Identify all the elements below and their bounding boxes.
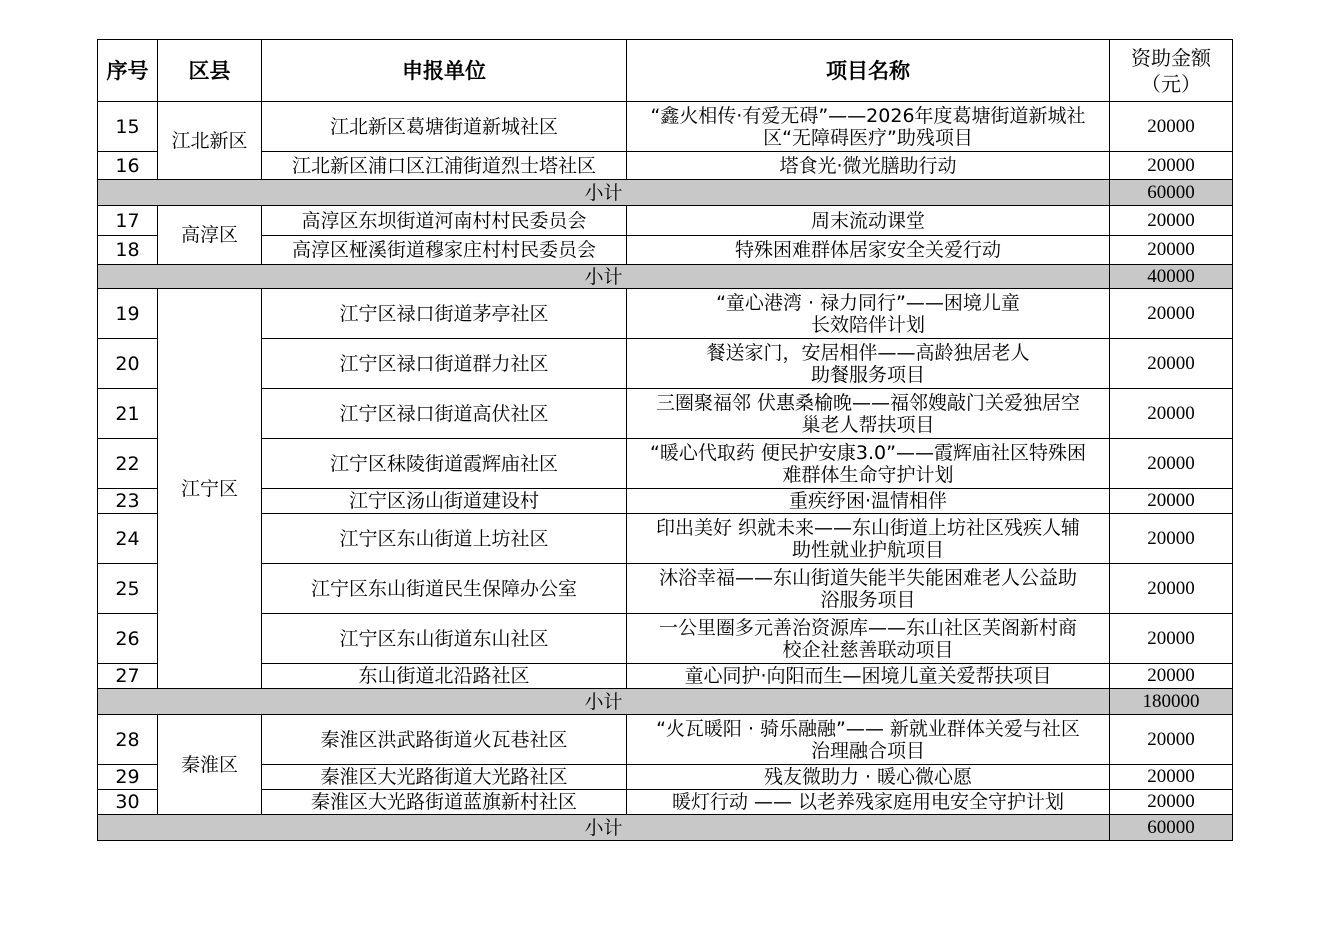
project-cell [627,514,1110,564]
project-line: 难群体生命守护计划 [782,463,954,486]
row-number: 27 [98,664,158,689]
district-cell: 江宁区 [158,289,262,689]
project-line: “暖心代取药 便民护安康3.0”——霞辉庙社区特殊困 [650,441,1086,464]
unit-cell: 江北新区葛塘街道新城社区 [262,102,627,152]
unit-cell: 秦淮区大光路街道大光路社区 [262,765,627,790]
subtotal-label: 小计 [98,265,1110,289]
project-line: 沐浴幸福——东山街道失能半失能困难老人公益助 [658,566,1077,589]
project-line: 重疾纾困·温情相伴 [788,490,948,512]
unit-cell: 江北新区浦口区江浦街道烈士塔社区 [262,152,627,180]
subtotal-amount: 60000 [1110,180,1233,206]
unit-cell: 江宁区东山街道东山社区 [262,614,627,664]
project-cell [627,289,1110,339]
amount-cell: 20000 [1110,614,1233,664]
project-line: 助餐服务项目 [810,363,925,386]
project-line: 餐送家门，安居相伴——高龄独居老人 [706,341,1030,364]
project-cell [627,206,1110,236]
subtotal-row [98,689,1233,715]
subtotal-label: 小计 [98,180,1110,206]
project-line: 特殊困难群体居家安全关爱行动 [734,239,1001,261]
project-line: “童心港湾 · 禄力同行”——困境儿童 [716,291,1020,314]
table-row [98,152,1233,180]
row-number: 26 [98,614,158,664]
district-cell: 秦淮区 [158,715,262,815]
table-row [98,614,1233,664]
project-line: “鑫火相传·有爱无碍”——2026年度葛塘街道新城社 [650,104,1086,127]
row-number: 16 [98,152,158,180]
amount-cell: 20000 [1110,765,1233,790]
row-number: 24 [98,514,158,564]
row-number: 28 [98,715,158,765]
project-line: 区“无障碍医疗”助残项目 [763,126,973,149]
table-row [98,439,1233,489]
project-line: 长效陪伴计划 [810,313,925,336]
table-row [98,339,1233,389]
header-amount-line: 资助金额 [1131,45,1211,70]
header-amount-line: （元） [1141,71,1201,96]
row-number: 15 [98,102,158,152]
project-line: “火瓦暖阳 · 骑乐融融”—— 新就业群体关爱与社区 [656,717,1080,740]
amount-cell: 20000 [1110,102,1233,152]
table-row [98,790,1233,815]
project-cell [627,339,1110,389]
row-number: 18 [98,236,158,265]
amount-cell: 20000 [1110,664,1233,689]
project-cell [627,152,1110,180]
row-number: 17 [98,206,158,236]
project-cell [627,236,1110,265]
unit-cell: 江宁区东山街道上坊社区 [262,514,627,564]
project-line: 残友微助力 · 暖心微心愿 [763,766,973,788]
project-line: 浴服务项目 [820,588,916,611]
unit-cell: 江宁区汤山街道建设村 [262,489,627,514]
amount-cell: 20000 [1110,389,1233,439]
subtotal-amount: 40000 [1110,265,1233,289]
project-cell [627,790,1110,815]
header-no: 序号 [98,40,158,102]
grant-table [97,39,1233,841]
project-cell [627,664,1110,689]
unit-cell: 高淳区东坝街道河南村村民委员会 [262,206,627,236]
subtotal-amount: 60000 [1110,815,1233,841]
header-row [98,40,1233,102]
project-line: 童心同护·向阳而生—困境儿童关爱帮扶项目 [684,665,1052,687]
row-number: 20 [98,339,158,389]
row-number: 29 [98,765,158,790]
project-cell [627,564,1110,614]
table-row [98,102,1233,152]
amount-cell: 20000 [1110,236,1233,265]
row-number: 19 [98,289,158,339]
project-cell [627,102,1110,152]
amount-cell: 20000 [1110,206,1233,236]
row-number: 23 [98,489,158,514]
row-number: 21 [98,389,158,439]
project-cell [627,489,1110,514]
unit-cell: 江宁区禄口街道高伏社区 [262,389,627,439]
unit-cell: 高淳区桠溪街道穆家庄村村民委员会 [262,236,627,265]
table-row [98,489,1233,514]
table-row [98,289,1233,339]
amount-cell: 20000 [1110,715,1233,765]
unit-cell: 东山街道北沿路社区 [262,664,627,689]
district-cell: 高淳区 [158,206,262,265]
unit-cell: 江宁区东山街道民生保障办公室 [262,564,627,614]
project-cell [627,614,1110,664]
project-line: 治理融合项目 [810,739,925,762]
unit-cell: 江宁区禄口街道群力社区 [262,339,627,389]
unit-cell: 秦淮区大光路街道蓝旗新村社区 [262,790,627,815]
table-row [98,564,1233,614]
unit-cell: 秦淮区洪武路街道火瓦巷社区 [262,715,627,765]
project-cell [627,439,1110,489]
project-line: 周末流动课堂 [810,209,925,232]
project-cell [627,389,1110,439]
project-line: 一公里圈多元善治资源库——东山社区芙阁新村商 [658,616,1077,639]
table-row [98,765,1233,790]
row-number: 22 [98,439,158,489]
subtotal-label: 小计 [98,689,1110,715]
unit-cell: 江宁区禄口街道茅亭社区 [262,289,627,339]
amount-cell: 20000 [1110,790,1233,815]
amount-cell: 20000 [1110,489,1233,514]
amount-cell: 20000 [1110,439,1233,489]
table-row [98,236,1233,265]
table-row [98,514,1233,564]
table-body [98,102,1233,841]
project-line: 巢老人帮扶项目 [801,413,935,436]
project-line: 印出美好 织就未来——东山街道上坊社区残疾人辅 [655,516,1081,539]
project-line: 助性就业护航项目 [791,538,944,561]
row-number: 30 [98,790,158,815]
table-row [98,715,1233,765]
amount-cell: 20000 [1110,289,1233,339]
project-cell [627,765,1110,790]
subtotal-amount: 180000 [1110,689,1233,715]
subtotal-row [98,815,1233,841]
header-project: 项目名称 [627,40,1110,102]
project-cell [627,715,1110,765]
unit-cell: 江宁区秣陵街道霞辉庙社区 [262,439,627,489]
table-row [98,664,1233,689]
subtotal-row [98,265,1233,289]
amount-cell: 20000 [1110,152,1233,180]
project-line: 校企社慈善联动项目 [782,638,954,661]
project-line: 塔食光·微光膳助行动 [779,154,957,177]
project-line: 暖灯行动 —— 以老养残家庭用电安全守护计划 [671,791,1065,813]
header-district: 区县 [158,40,262,102]
row-number: 25 [98,564,158,614]
district-cell: 江北新区 [158,102,262,180]
header-unit: 申报单位 [262,40,627,102]
table-row [98,206,1233,236]
subtotal-label: 小计 [98,815,1110,841]
project-line: 三圈聚福邻 伏惠桑榆晚——福邻嫂敲门关爱独居空 [655,391,1081,414]
amount-cell: 20000 [1110,514,1233,564]
header-amount [1110,40,1233,102]
amount-cell: 20000 [1110,339,1233,389]
table-row [98,389,1233,439]
amount-cell: 20000 [1110,564,1233,614]
subtotal-row [98,180,1233,206]
